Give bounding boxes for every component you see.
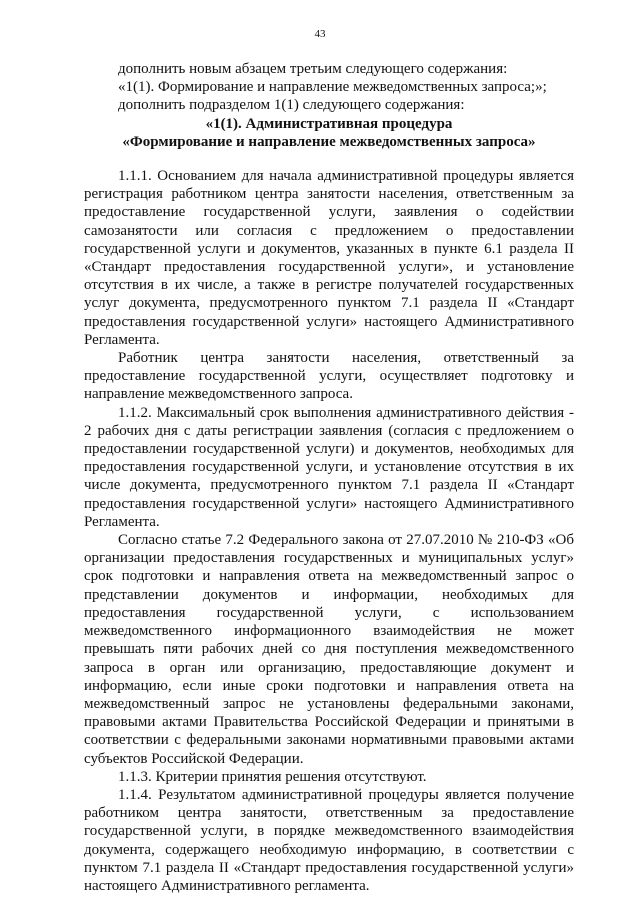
paragraph-1-1-1: 1.1.1. Основанием для начала административной процедуры является регистрация работником центра занятости населения, ответственным за предоставление государственной услуги, заявления о содействии самозанятости или согласия с предложением о предоставлении государственной услуги и документов, указанных в пункте 6.1 раздела II «Стандарт предоставления государственной услуги», и установление отсутствия в их числе, а также в регистре получателей государственных услуг документа, предусмотренного пунктом 7.1 раздела II «Стандарт предоставления государственной услуги» настоящего Административного Регламента. [84, 168, 574, 348]
paragraph-responsible-worker: Работник центра занятости населения, ответственный за предоставление государственной услуги, осуществляет подготовку и направление межведомственного запроса. [84, 350, 574, 403]
intro-line-3: дополнить подразделом 1(1) следующего содержания: [118, 97, 465, 114]
document-body [84, 60, 574, 895]
section-heading-line-1: «1(1). Административная процедура [205, 115, 453, 132]
section-heading [84, 115, 574, 151]
paragraph-1-1-2: 1.1.2. Максимальный срок выполнения административного действия - 2 рабочих дня с даты регистрации заявления (согласия с предложением о предоставлении государственной услуги) и документов, необходимых для предоставления государственной услуги, и установление отсутствия в их числе документа, предусмотренного пунктом 7.1 раздела II «Стандарт предоставления государственной услуги» настоящего Административного Регламента. [84, 404, 574, 530]
section-heading-line-2: «Формирование и направление межведомственных запроса» [122, 133, 536, 150]
intro-line-2: «1(1). Формирование и направление межведомственных запроса;»; [118, 79, 547, 96]
page-number: 43 [314, 28, 326, 40]
paragraph-1-1-4: 1.1.4. Результатом административной процедуры является получение работником центра занятости, ответственным за предоставление государственной услуги, в порядке межведомственного взаимодействия документа, содержащего необходимую информацию, в соответствии с пунктом 7.1 раздела II «Стандарт предоставления государственной услуги» настоящего Административного регламента. [84, 786, 574, 894]
paragraph-1-1-3: 1.1.3. Критерии принятия решения отсутствуют. [118, 768, 427, 785]
intro-line-1: дополнить новым абзацем третьим следующего содержания: [118, 61, 508, 77]
paragraph-federal-law: Согласно статье 7.2 Федерального закона от 27.07.2010 № 210-ФЗ «Об организации предоставления государственных и муниципальных услуг» срок подготовки и направления ответа на межведомственный запрос о представлении документов и информации, необходимых для предоставления государственной услуги, с использованием межведомственного информационного взаимодействия не может превышать пяти рабочих дней со дня поступления межведомственного запроса в орган или организацию, предоставляющие документ и информацию, если иные сроки подготовки и направления ответа на межведомственный запрос не установлены федеральными законами, правовыми актами Правительства Российской Федерации и принятыми в соответствии с федеральными законами нормативными правовыми актами субъектов Российской Федерации. [84, 532, 574, 767]
